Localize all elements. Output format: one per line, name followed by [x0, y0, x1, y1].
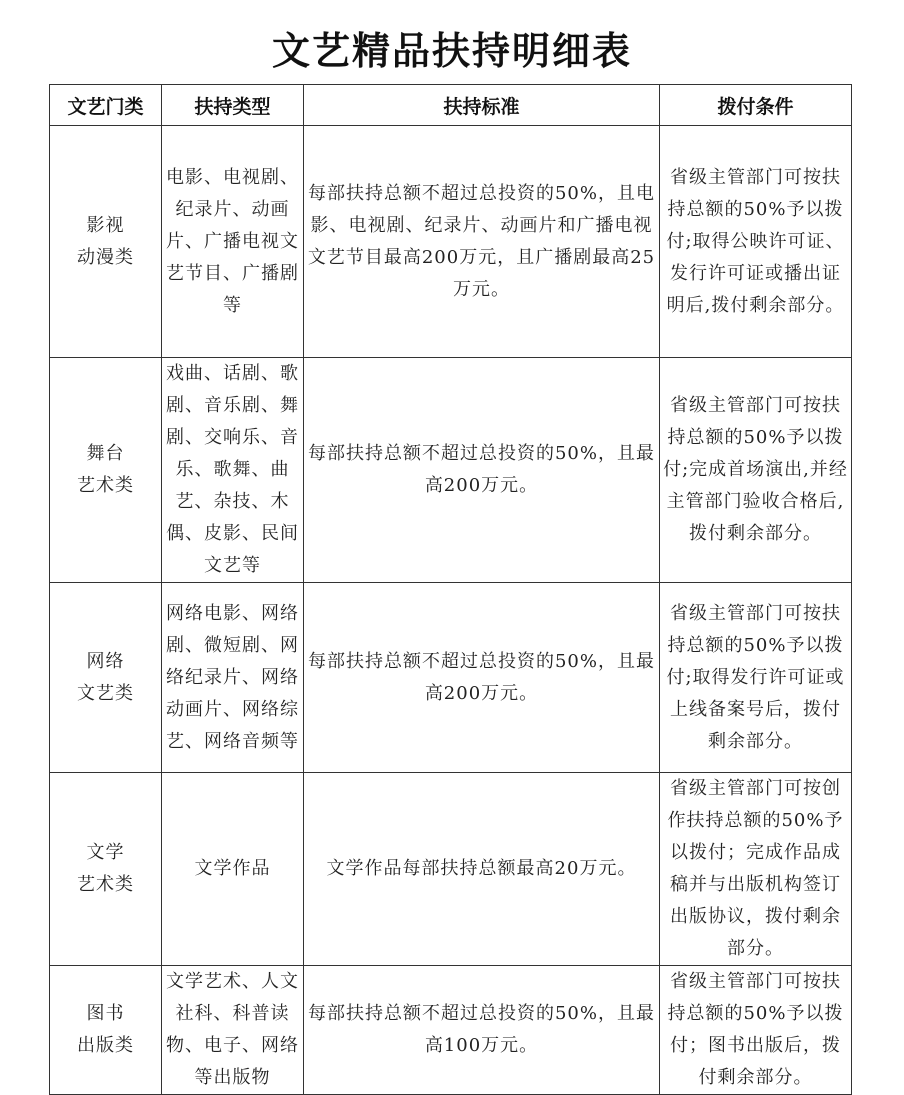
category-cell — [50, 126, 162, 358]
type-text: 电影、电视剧、纪录片、动画片、广播电视文艺节目、广播剧等 — [166, 166, 299, 316]
condition-text: 省级主管部门可按扶持总额的50%予以拨付;取得发行许可证或上线备案号后，拨付剩余部分。 — [666, 602, 845, 752]
category-text: 舞台 艺术类 — [77, 443, 134, 496]
type-cell — [162, 126, 304, 358]
condition-text: 省级主管部门可按扶持总额的50%予以拨付；图书出版后，拨付剩余部分。 — [667, 971, 844, 1088]
standard-cell — [304, 583, 660, 773]
standard-text: 每部扶持总额不超过总投资的50%，且电影、电视剧、纪录片、动画片和广播电视文艺节目最高200万元，且广播剧最高25万元。 — [307, 182, 656, 300]
type-text: 文学作品 — [194, 858, 271, 879]
category-text: 图书 出版类 — [77, 1003, 134, 1056]
page-title: 文艺精品扶持明细表 — [271, 28, 632, 73]
standard-text: 每部扶持总额不超过总投资的50%，且最高200万元。 — [307, 650, 655, 704]
category-text: 文学 艺术类 — [77, 842, 134, 895]
type-cell — [162, 773, 304, 966]
table-row — [50, 583, 852, 773]
standard-cell — [304, 358, 660, 583]
table-row — [50, 126, 852, 358]
category-text: 影视 动漫类 — [77, 214, 134, 268]
condition-text: 省级主管部门可按创作扶持总额的50%予以拨付；完成作品成稿并与出版机构签订出版协议，拨付剩余部分。 — [667, 778, 844, 959]
category-text: 网络 文艺类 — [77, 650, 134, 704]
category-cell — [50, 773, 162, 966]
type-cell — [162, 583, 304, 773]
column-header-type: 扶持类型 — [162, 85, 304, 126]
type-text: 文学艺术、人文社科、科普读物、电子、网络等出版物 — [166, 971, 299, 1088]
condition-text: 省级主管部门可按扶持总额的50%予以拨付;完成首场演出,并经主管部门验收合格后,拨付剩余部分。 — [663, 395, 848, 544]
condition-cell — [660, 583, 852, 773]
standard-text: 每部扶持总额不超过总投资的50%，且最高100万元。 — [307, 1003, 655, 1056]
support-detail-table — [49, 84, 852, 1095]
category-cell — [50, 583, 162, 773]
type-text: 网络电影、网络剧、微短剧、网络纪录片、网络动画片、网络综艺、网络音频等 — [166, 602, 299, 752]
table-row — [50, 773, 852, 966]
type-text: 戏曲、话剧、歌剧、音乐剧、舞剧、交响乐、音乐、歌舞、曲艺、杂技、木偶、皮影、民间文艺等 — [166, 363, 299, 576]
type-cell — [162, 358, 304, 583]
category-cell — [50, 358, 162, 583]
type-cell — [162, 966, 304, 1095]
column-header-standard: 扶持标准 — [304, 85, 660, 126]
standard-text: 每部扶持总额不超过总投资的50%，且最高200万元。 — [307, 443, 655, 496]
standard-cell — [304, 773, 660, 966]
column-header-category: 文艺门类 — [50, 85, 162, 126]
condition-cell — [660, 966, 852, 1095]
category-cell — [50, 966, 162, 1095]
table-row — [50, 358, 852, 583]
condition-cell — [660, 773, 852, 966]
table-header-row — [50, 85, 852, 126]
standard-cell — [304, 126, 660, 358]
standard-cell — [304, 966, 660, 1095]
condition-cell — [660, 358, 852, 583]
condition-text: 省级主管部门可按扶持总额的50%予以拨付;取得公映许可证、发行许可证或播出证明后,拨付剩余部分。 — [666, 166, 845, 316]
standard-text: 文学作品每部扶持总额最高20万元。 — [326, 858, 637, 879]
condition-cell — [660, 126, 852, 358]
table-row — [50, 966, 852, 1095]
column-header-condition: 拨付条件 — [660, 85, 852, 126]
